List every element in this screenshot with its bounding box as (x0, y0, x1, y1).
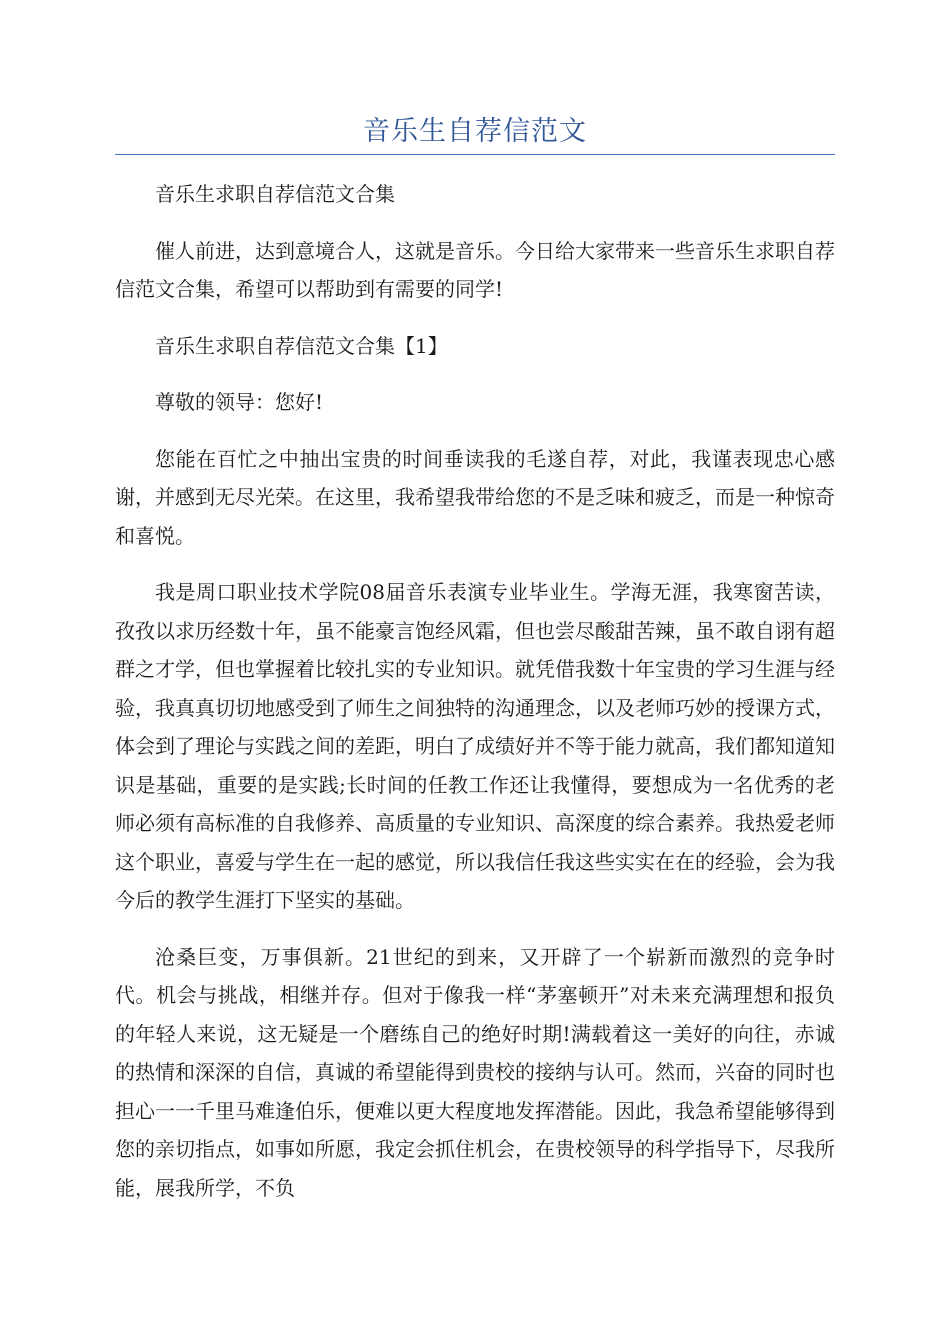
paragraph-intro: 催人前进，达到意境合人，这就是音乐。今日给大家带来一些音乐生求职自荐信范文合集，希望可以帮助到有需要的同学! (115, 238, 835, 301)
paragraph-body: 您能在百忙之中抽出宝贵的时间垂读我的毛遂自荐，对此，我谨表现忠心感谢，并感到无尽光荣。在这里，我希望我带给您的不是乏味和疲乏，而是一种惊奇和喜悦。 (115, 446, 835, 548)
paragraph-section-heading: 音乐生求职自荐信范文合集【1】 (155, 333, 448, 358)
document-body (115, 175, 835, 1225)
document-title: 音乐生自荐信范文 (363, 116, 587, 147)
paragraph-subtitle: 音乐生求职自荐信范文合集 (155, 182, 395, 206)
title-underline (115, 154, 835, 155)
paragraph-body: 我是周口职业技术学院08届音乐表演专业毕业生。学海无涯，我寒窗苦读，孜孜以求历经数十年，虽不能豪言饱经风霜，但也尝尽酸甜苦辣，虽不敢自诩有超群之才学，但也掌握着比较扎实的专业知识。就凭借我数十年宝贵的学习生涯与经验，我真真切切地感受到了师生之间独特的沟通理念，以及老师巧妙的授课方式，体会到了理论与实践之间的差距，明白了成绩好并不等于能力就高，我们都知道知识是基础，重要的是实践;长时间的任教工作还让我懂得，要想成为一名优秀的老师必须有高标准的自我修养、高质量的专业知识、高深度的综合素养。我热爱老师这个职业，喜爱与学生在一起的感觉，所以我信任我这些实实在在的经验，会为我今后的教学生涯打下坚实的基础。 (115, 580, 835, 912)
paragraph-salutation: 尊敬的领导：您好! (155, 390, 324, 414)
paragraph-body: 沧桑巨变，万事俱新。21世纪的到来，又开辟了一个崭新而激烈的竞争时代。机会与挑战，相继并存。但对于像我一样“茅塞顿开”对未来充满理想和报负的年轻人来说，这无疑是一个磨练自己的绝好时期!满载着这一美好的向往，赤诚的热情和深深的自信，真诚的希望能得到贵校的接纳与认可。然而，兴奋的同时也担心一一千里马难逢伯乐，便难以更大程度地发挥潜能。因此，我急希望能够得到您的亲切指点，如事如所愿，我定会抓住机会，在贵校领导的科学指导下，尽我所能，展我所学，不负 (115, 944, 835, 1200)
